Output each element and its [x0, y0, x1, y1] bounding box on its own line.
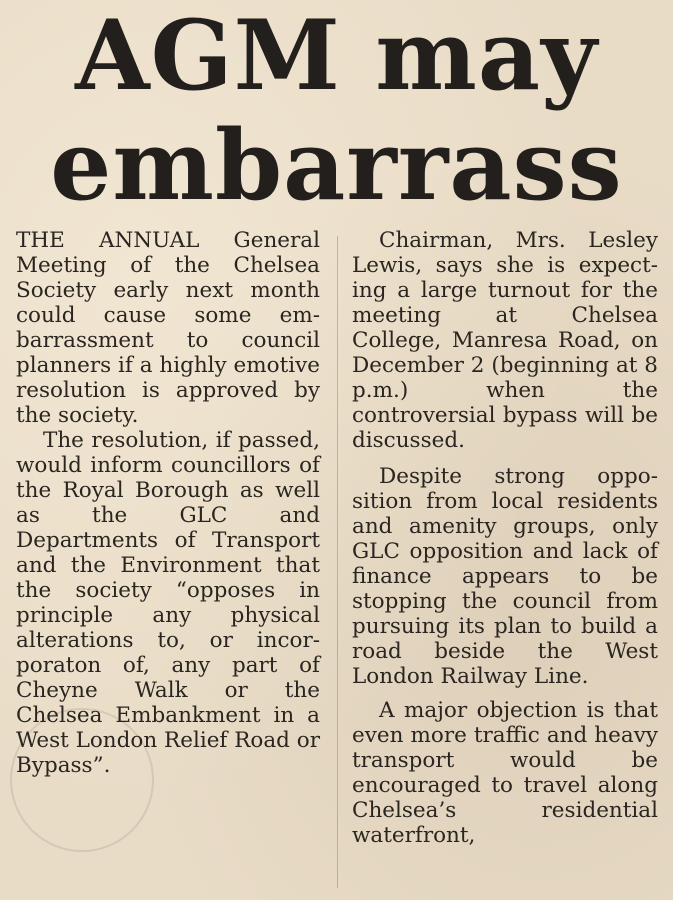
article-column-right — [352, 228, 658, 848]
paragraph-chairman: Chairman, Mrs. Lesley Lewis, says she is expecting a large turnout for the meeting at Chelsea College, Manresa Road, on December 2 (beginning at 8 p.m.) when the controversial bypass will be discussed. — [352, 228, 658, 453]
headline-line-2: embarrass — [50, 109, 623, 222]
paragraph-opposition: Despite strong opposition from local residents and amenity groups, only GLC opposition and lack of finance appears to be stopping the council from pursuing its plan to build a road beside the West London Railway Line. — [352, 464, 658, 689]
paragraph-intro: THE ANNUAL General Meeting of the Chelsea Society early next month could cause some embarrassment to council planners if a highly emotive resolution is approved by the society. — [16, 228, 320, 428]
column-divider — [337, 236, 338, 888]
headline-line-1: AGM may — [75, 0, 598, 112]
paragraph-resolution: The resolution, if passed, would inform councillors of the Royal Borough as well as the GLC and Departments of Transport and the Environment that the society “opposes in principle any physical alterations to, or incorporaton of, any part of Cheyne Walk or the Chelsea Embankment in a West London Relief Road or Bypass”. — [16, 428, 320, 778]
paragraph-objection: A major objection is that even more traffic and heavy transport would be encouraged to travel along Chelsea’s residential waterfront, — [352, 698, 658, 848]
article-column-left — [16, 228, 320, 778]
